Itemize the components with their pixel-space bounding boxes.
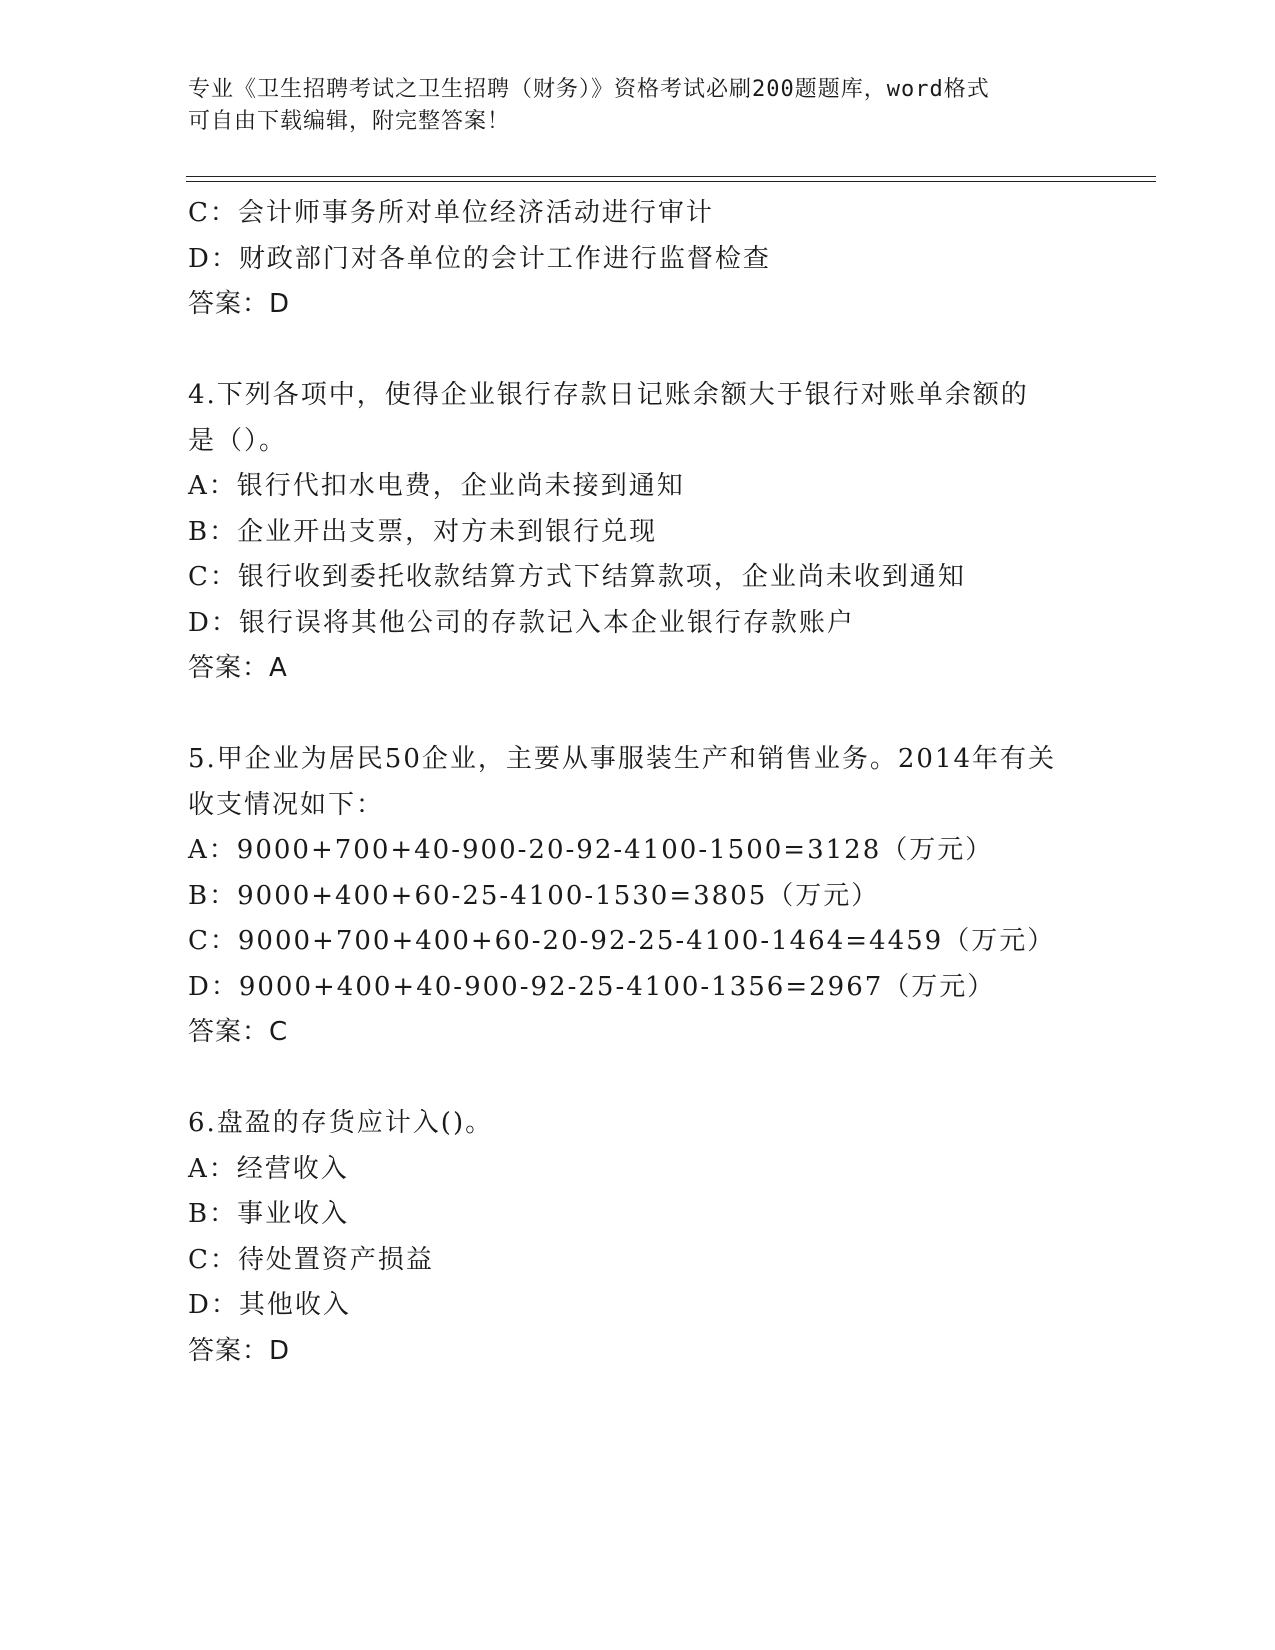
option-c: C：待处置资产损益: [188, 1244, 434, 1275]
answer-line: 答案：D: [188, 1335, 291, 1366]
question-4: [188, 373, 1148, 692]
question-3-tail: [188, 191, 1148, 328]
option-c: C：银行收到委托收款结算方式下结算款项，企业尚未收到通知: [188, 562, 966, 592]
option-a: A：经营收入: [188, 1153, 349, 1184]
question-stem-cont: 是（）。: [188, 425, 288, 456]
option-d: D：其他收入: [188, 1290, 351, 1320]
question-6: [188, 1101, 1148, 1374]
spacer: [188, 328, 1148, 374]
question-stem-cont: 收支情况如下：: [188, 789, 385, 820]
option-d: D：财政部门对各单位的会计工作进行监督检查: [188, 243, 771, 274]
option-b: B：事业收入: [188, 1199, 350, 1229]
header-divider-top: [186, 176, 1156, 177]
option-c: C：会计师事务所对单位经济活动进行审计: [188, 198, 714, 228]
option-c: C：9000+700+400+60-20-92-25-4100-1464=4459（万元）: [188, 926, 1056, 956]
option-b: B：企业开出支票，对方未到银行兑现: [188, 516, 658, 547]
question-stem: 5.甲企业为居民50企业，主要从事服装生产和销售业务。2014年有关: [188, 744, 1057, 774]
header-divider-bottom: [186, 181, 1156, 182]
question-5: [188, 737, 1148, 1056]
spacer: [188, 692, 1148, 738]
option-a: A：9000+700+40-900-20-92-4100-1500=3128（万元）: [188, 835, 994, 865]
spacer: [188, 1056, 1148, 1102]
question-list: [188, 191, 1148, 1374]
answer-line: 答案：A: [188, 653, 288, 683]
option-d: D：银行误将其他公司的存款记入本企业银行存款账户: [188, 607, 855, 638]
option-a: A：银行代扣水电费，企业尚未接到通知: [188, 471, 685, 501]
answer-line: 答案：D: [188, 289, 291, 319]
answer-line: 答案：C: [188, 1017, 289, 1047]
question-stem: 6.盘盈的存货应计入()。: [188, 1108, 494, 1138]
header-line-1: 专业《卫生招聘考试之卫生招聘（财务）》资格考试必刷200题题库，word格式: [188, 77, 990, 102]
option-b: B：9000+400+60-25-4100-1530=3805（万元）: [188, 880, 880, 911]
question-stem: 4.下列各项中，使得企业银行存款日记账余额大于银行对账单余额的: [188, 380, 1029, 410]
header-line-2: 可自由下载编辑，附完整答案！: [188, 109, 511, 134]
document-header: [188, 74, 1088, 138]
option-d: D：9000+400+40-900-92-25-4100-1356=2967（万元）: [188, 971, 996, 1002]
